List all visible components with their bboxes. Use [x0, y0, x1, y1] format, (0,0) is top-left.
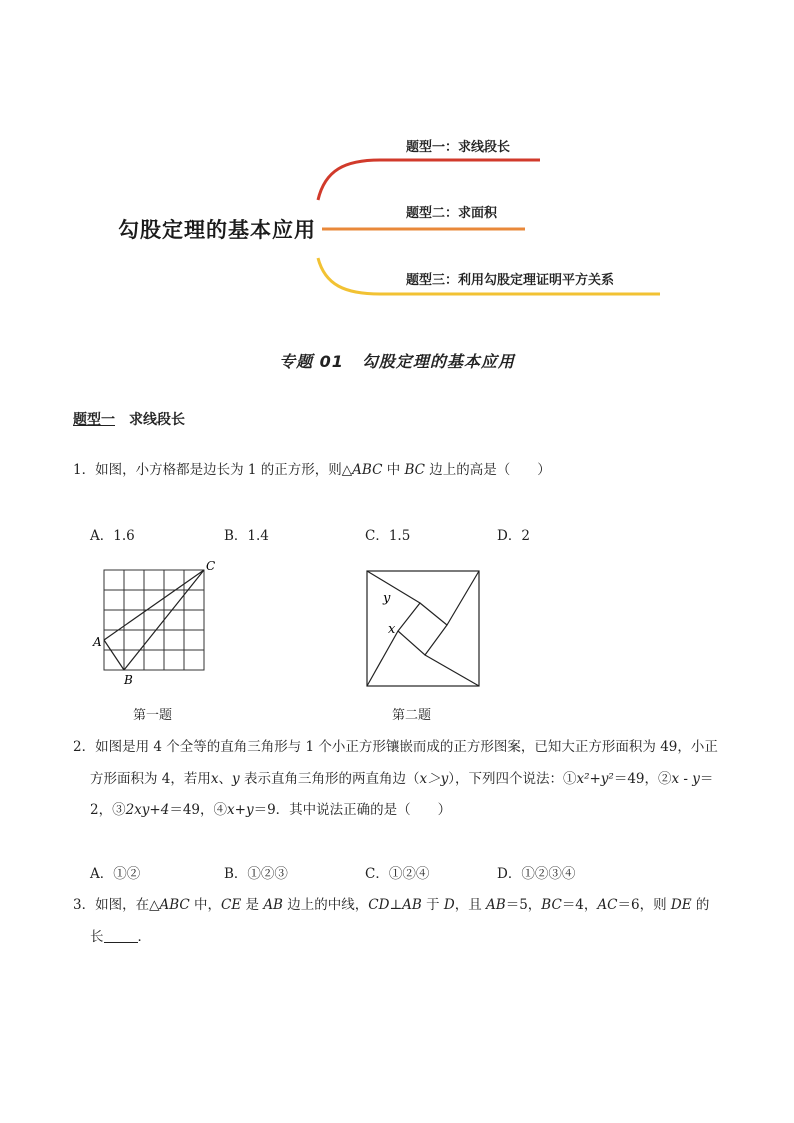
section-heading [73, 409, 185, 429]
q3-var: AB [402, 897, 422, 913]
question-3-line-1 [73, 895, 709, 915]
q3-part: 3．如图，在△ [73, 897, 160, 913]
figure-1-caption: 第一题 [133, 708, 173, 723]
fig1-label-c: C [206, 559, 216, 573]
q3-part: 长 [90, 929, 104, 945]
q2-part: ＝9．其中说法正确的是（ ） [253, 802, 452, 818]
q3-part: ＝6，则 [617, 897, 671, 913]
q1-part: 1．如图，小方格都是边长为 1 的正方形，则△ [73, 462, 353, 478]
q1-var: ABC [352, 462, 383, 478]
q2-var: x [210, 771, 219, 787]
figure-1-grid [88, 558, 228, 688]
q3-var: BC [541, 897, 562, 913]
q2-option-b[interactable]: B．①②③ [224, 866, 288, 882]
doc-title [0, 349, 794, 372]
q1-option-a[interactable]: A．1.6 [90, 528, 135, 544]
figure-2-pinwheel [360, 565, 490, 695]
branch-label-3: 题型三：利用勾股定理证明平方关系 [406, 273, 615, 288]
question-2-line-2 [90, 769, 713, 789]
branch-label-1: 题型一：求线段长 [406, 140, 511, 155]
q2-part: ），下列四个说法：① [448, 771, 577, 787]
question-2-line-1: 2．如图是用 4 个全等的直角三角形与 1 个小正方形镶嵌而成的正方形图案，已知大正方形面积为 49，小正 [73, 739, 718, 755]
doc-title-part1: 专题 01 [279, 352, 344, 371]
q2-part: 、 [218, 771, 233, 787]
q3-answer-blank[interactable] [104, 928, 138, 943]
q3-var: ABC [159, 897, 190, 913]
q3-part: 中， [189, 897, 222, 913]
q3-part: ＝4， [561, 897, 598, 913]
q2-var: y [232, 771, 240, 787]
q3-var: AB [263, 897, 283, 913]
q2-option-d[interactable]: D．①②③④ [497, 866, 576, 882]
figure-2-caption: 第二题 [392, 708, 432, 723]
q3-var: AB [486, 897, 506, 913]
q2-option-a[interactable]: A．①② [90, 866, 141, 882]
q2-part: 表示直角三角形的两直角边（ [239, 771, 420, 787]
q3-part: ⊥ [389, 897, 403, 913]
q3-var: D [443, 897, 455, 913]
q1-option-c[interactable]: C．1.5 [365, 528, 411, 544]
fig1-label-b: B [124, 673, 133, 687]
q2-part: 2，③ [90, 802, 126, 818]
q2-expr: 2xy+4 [125, 802, 170, 818]
fig2-label-y: y [383, 591, 391, 606]
q3-part: 的 [691, 897, 710, 913]
question-2-line-3 [90, 800, 451, 820]
q2-part: ＝49，② [613, 771, 672, 787]
q3-part: 是 [241, 897, 264, 913]
q2-part: 方形面积为 4，若用 [90, 771, 211, 787]
q1-var: BC [404, 462, 426, 478]
branch-label-2: 题型二：求面积 [406, 206, 498, 221]
q2-expr: x²+y² [576, 771, 614, 787]
q2-expr: x - y [671, 771, 700, 787]
q2-var: x＞y [419, 771, 449, 787]
q3-var: DE [670, 897, 692, 913]
q3-part: ＝5， [505, 897, 542, 913]
q3-part: ，且 [454, 897, 487, 913]
doc-title-part2: 勾股定理的基本应用 [361, 352, 515, 371]
fig1-label-a: A [93, 635, 102, 649]
mindmap-root: 勾股定理的基本应用 [118, 218, 316, 242]
q1-part: 中 [382, 462, 405, 478]
fig2-label-x: x [388, 622, 396, 637]
q1-option-b[interactable]: B．1.4 [224, 528, 269, 544]
q3-part: ． [137, 929, 151, 945]
q3-var: AC [597, 897, 618, 913]
q3-var: CD [368, 897, 390, 913]
q2-part: ＝ [699, 771, 714, 787]
q2-option-c[interactable]: C．①②④ [365, 866, 430, 882]
mindmap-connectors [0, 0, 794, 320]
q1-part: 边上的高是（ ） [425, 462, 551, 478]
q3-part: 边上的中线， [282, 897, 369, 913]
q2-part: ＝49，④ [169, 802, 228, 818]
q1-option-d[interactable]: D．2 [497, 528, 530, 544]
q3-var: CE [221, 897, 242, 913]
section-title: 求线段长 [129, 412, 185, 428]
branch-line-1 [318, 160, 540, 200]
q2-expr: x+y [227, 802, 254, 818]
question-1-text [73, 460, 551, 480]
question-3-line-2 [90, 927, 151, 947]
section-tag: 题型一 [73, 412, 115, 428]
q3-part: 于 [421, 897, 444, 913]
